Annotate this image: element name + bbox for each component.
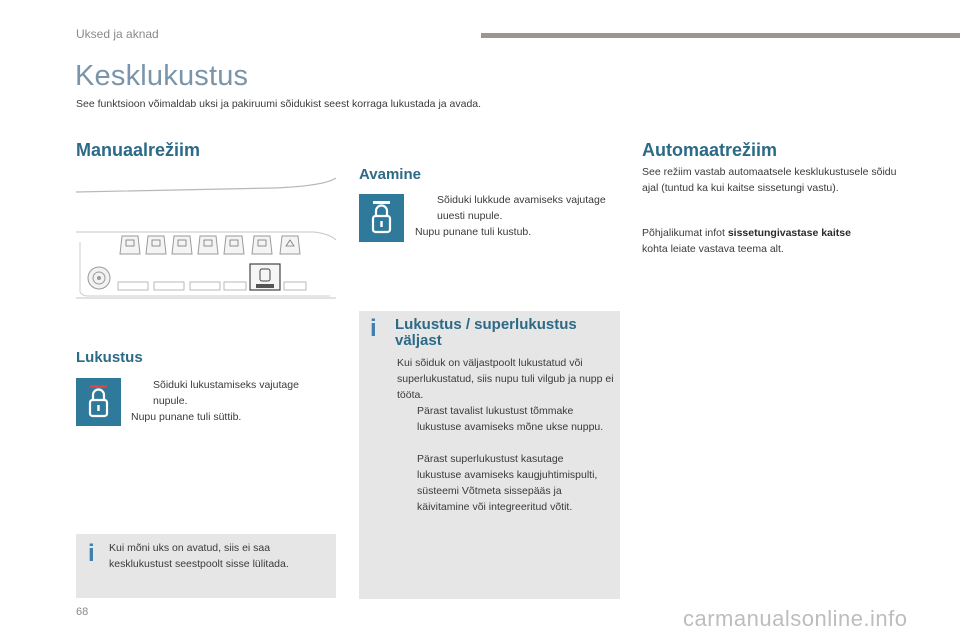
outside-locking-bullet-1-text: Pärast tavalist lukustust tõmmake lukustuse avamiseks mõne ukse nuppu.: [417, 405, 604, 433]
dashboard-button-panel-illustration: [74, 174, 338, 302]
locking-heading: Lukustus: [76, 349, 143, 366]
locking-bullet-text: Sõiduki lukustamiseks vajutage nupule.: [153, 379, 299, 407]
outside-locking-bullet-2: [395, 451, 607, 515]
automatic-heading: Automaatrežiim: [642, 140, 778, 160]
intro-text: See funktsioon võimaldab uksi ja pakiruumi sõidukist seest korraga lukustada ja avada.: [76, 98, 482, 110]
outside-locking-bullet-1: [395, 403, 607, 435]
page-number: 68: [76, 606, 89, 618]
watermark: carmanualsonline.info: [683, 606, 908, 631]
outside-locking-info-box: [359, 311, 620, 599]
unlocking-note: Nupu punane tuli kustub.: [415, 226, 532, 238]
info-icon: i: [370, 315, 377, 342]
outside-locking-bullet-2-text: Pärast superlukustust kasutage lukustuse avamiseks kaugjuhtimispulti, süsteemi Võtmeta sissepääs ja käivitamine või integreeritud võtit.: [417, 453, 598, 513]
unlocking-bullet-text: Sõiduki lukkude avamiseks vajutage uuesti nupule.: [437, 194, 606, 222]
automatic-info-bold: sissetungivastase kaitse: [727, 227, 851, 239]
header-rule: [481, 33, 960, 38]
automatic-info-prefix: Põhjalikumat infot: [642, 227, 725, 239]
manual-heading: Manuaalrežiim: [76, 140, 201, 160]
info-icon: i: [88, 540, 95, 567]
automatic-info-suffix: kohta leiate vastava teema alt.: [642, 243, 784, 255]
locking-bullet: [131, 377, 336, 409]
outside-locking-heading: Lukustus / superlukustus väljast: [395, 316, 577, 349]
outside-locking-paragraph: Kui sõiduk on väljastpoolt lukustatud või superlukustatud, siis nupu tuli vilgub ja nupp ei tööta.: [397, 357, 614, 401]
unlock-button-icon: [359, 194, 404, 242]
page-title: Kesklukustus: [75, 60, 249, 92]
automatic-paragraph: See režiim vastab automaatsele kesklukustusele sõidu ajal (tuntud ka kui kaitse sissetungi vastu).: [642, 166, 897, 194]
unlocking-bullet: [415, 192, 610, 224]
manual-info-text: Kui mõni uks on avatud, siis ei saa kesklukustust seestpoolt sisse lülitada.: [109, 542, 289, 570]
section-header: Uksed ja aknad: [76, 27, 159, 41]
unlocking-heading: Avamine: [359, 166, 421, 183]
locking-note: Nupu punane tuli süttib.: [131, 411, 242, 423]
manual-info-box: [76, 534, 336, 598]
lock-button-icon: [76, 378, 121, 426]
automatic-info: [642, 225, 907, 257]
